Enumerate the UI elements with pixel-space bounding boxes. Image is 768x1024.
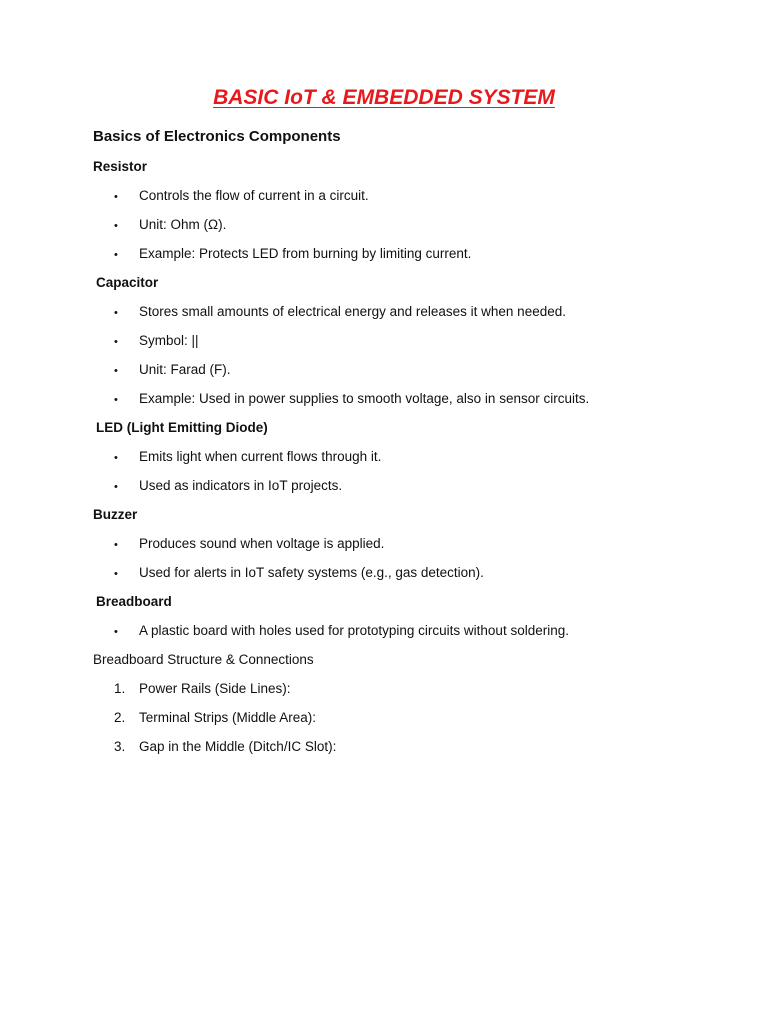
item-number: 2. bbox=[114, 710, 126, 725]
section-heading-breadboard: Breadboard bbox=[96, 594, 172, 609]
list-item-text: Used as indicators in IoT projects. bbox=[139, 478, 343, 493]
list-item-text: A plastic board with holes used for prototyping circuits without soldering. bbox=[139, 623, 569, 638]
bullet-icon: • bbox=[114, 307, 118, 319]
bullet-icon: • bbox=[114, 539, 118, 551]
section-heading-led: LED (Light Emitting Diode) bbox=[96, 420, 268, 435]
item-number: 1. bbox=[114, 681, 126, 696]
numbered-item bbox=[114, 681, 291, 696]
bullet-icon: • bbox=[114, 452, 118, 464]
bullet-icon: • bbox=[114, 336, 118, 348]
list-item-text: Produces sound when voltage is applied. bbox=[139, 536, 385, 551]
list-item-text: Unit: Farad (F). bbox=[139, 362, 231, 377]
section-heading-resistor: Resistor bbox=[93, 159, 148, 174]
list-item-text: Used for alerts in IoT safety systems (e.g., gas detection). bbox=[139, 565, 484, 580]
list-item bbox=[114, 623, 569, 638]
list-item bbox=[114, 391, 589, 406]
numbered-item bbox=[114, 710, 316, 725]
list-item bbox=[114, 246, 471, 261]
bullet-icon: • bbox=[114, 365, 118, 377]
list-item-text: Example: Used in power supplies to smooth voltage, also in sensor circuits. bbox=[139, 391, 590, 406]
list-item bbox=[114, 478, 342, 493]
list-item bbox=[114, 449, 381, 464]
bullet-icon: • bbox=[114, 249, 118, 261]
document-subtitle: Basics of Electronics Components bbox=[93, 128, 341, 145]
numbered-item bbox=[114, 739, 336, 754]
list-item bbox=[114, 217, 226, 232]
numbered-item-text: Gap in the Middle (Ditch/IC Slot): bbox=[139, 739, 337, 754]
bullet-icon: • bbox=[114, 220, 118, 232]
structure-heading: Breadboard Structure & Connections bbox=[93, 652, 314, 667]
bullet-icon: • bbox=[114, 568, 118, 580]
list-item bbox=[114, 536, 384, 551]
list-item bbox=[114, 565, 484, 580]
numbered-item-text: Terminal Strips (Middle Area): bbox=[139, 710, 317, 725]
list-item-text: Controls the flow of current in a circuit. bbox=[139, 188, 369, 203]
section-heading-buzzer: Buzzer bbox=[93, 507, 138, 522]
list-item bbox=[114, 362, 231, 377]
list-item-text: Stores small amounts of electrical energy and releases it when needed. bbox=[139, 304, 566, 319]
bullet-icon: • bbox=[114, 394, 118, 406]
bullet-icon: • bbox=[114, 626, 118, 638]
list-item-text: Emits light when current flows through it. bbox=[139, 449, 382, 464]
bullet-icon: • bbox=[114, 191, 118, 203]
list-item-text: Symbol: || bbox=[139, 333, 199, 348]
list-item bbox=[114, 304, 566, 319]
document-title: BASIC IoT & EMBEDDED SYSTEM bbox=[213, 86, 555, 109]
list-item bbox=[114, 188, 369, 203]
list-item-text: Unit: Ohm (Ω). bbox=[139, 217, 227, 232]
list-item bbox=[114, 333, 199, 348]
section-heading-capacitor: Capacitor bbox=[96, 275, 159, 290]
item-number: 3. bbox=[114, 739, 126, 754]
numbered-item-text: Power Rails (Side Lines): bbox=[139, 681, 291, 696]
bullet-icon: • bbox=[114, 481, 118, 493]
list-item-text: Example: Protects LED from burning by limiting current. bbox=[139, 246, 472, 261]
